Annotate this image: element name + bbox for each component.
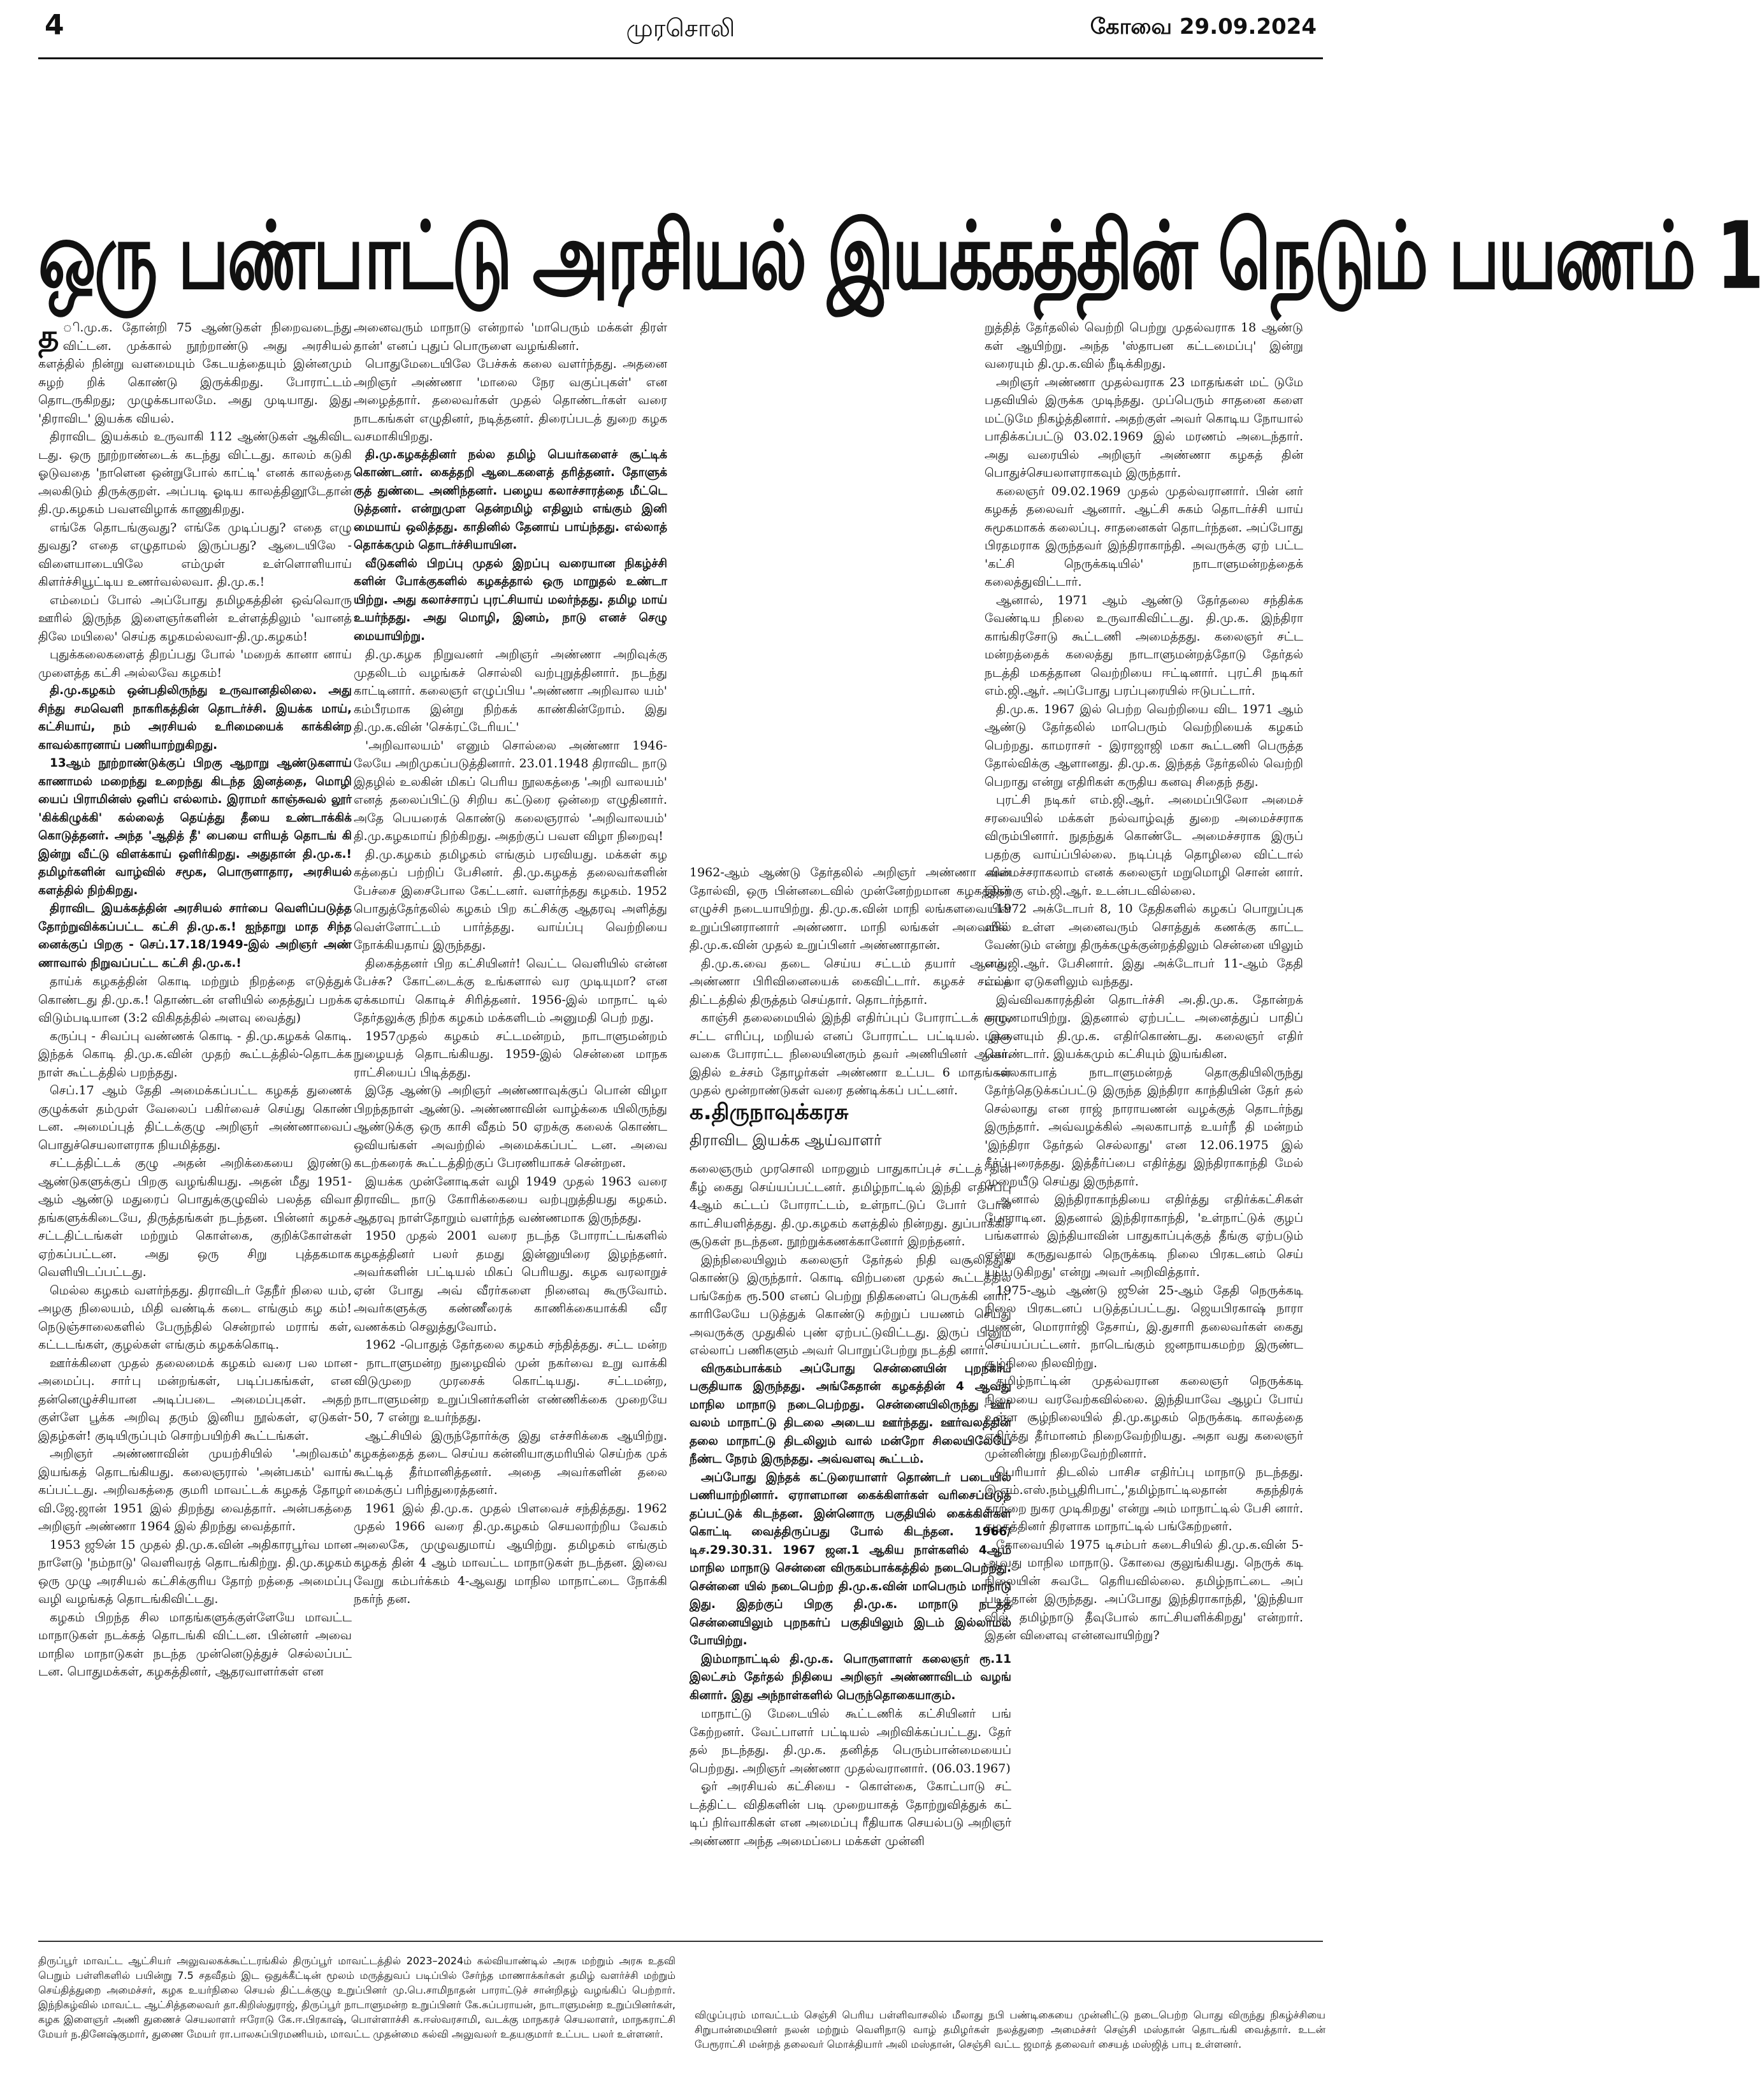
article-paragraph: 1975-ஆம் ஆண்டு ஜூன் 25-ஆம் தேதி நெருக்கடி நிலை பிரகடனப் படுத்தப்பட்டது. ஜெயபிரகாஷ் நாரா யணன், மொரார்ஜி தேசாய், இ.துசாரி தலைவர்கள் கைது செய்யப்பட்டனர். நாடெங்கும் ஜனநாயகமற்ற இருண்ட சூழ்நிலை நிலவிற்று. [985, 1283, 1303, 1370]
article-paragraph: இவ்விவகாரத்தின் தொடர்ச்சி அ.தி.மு.க. தோன்றக் காரணமாயிற்று. இதனால் ஏற்பட்ட அனைத்துப் பாதிப் புகளையும் தி.மு.க. எதிர்கொண்டது. கலைஞர் எதிர் கொண்டார். இயக்கமும் கட்சியும் இயங்கின. [985, 992, 1303, 1061]
article-paragraph: ஓர் அரசியல் கட்சியை - கொள்கை, கோட்பாடு சட் டத்திட்ட விதிகளின் படி முறையாகத் தோற்றுவித்துக் கட் டிப் நிர்வாகிகள் என அமைப்பு ரீதியாக செயல்படு அறிஞர் அண்ணா அந்த அமைப்பை மக்கள் முன்னி [690, 1779, 1011, 1848]
article-paragraph: கலைஞர் 09.02.1969 முதல் முதல்வரானார். பின் னர் கழகத் தலைவர் ஆனார். ஆட்சி சுகம் தொடர்ச்சி யாய் சுமூகமாகக் கலைப்பு. சாதனைகள் தொடர்ந்தன. அப்போது பிரதமராக இருந்தவர் இந்திராகாந்தி. அவருக்கு ஏற் பட்ட 'கட்சி நெருக்கடியில்' நாடாளுமன்றத்தைக் கலைத்துவிட்டார். [985, 484, 1303, 589]
article-paragraph: அலகாபாத் நாடாளுமன்றத் தொகுதியிலிருந்து தேர்ந்தெடுக்கப்பட்டு இருந்த இந்திரா காந்தியின் தேர் தல் செல்லாது என ராஜ் நாராயணன் வழக்குத் தொடர்ந்து இருந்தார். அவ்வழக்கில் அலகாபாத் உயர்நீ தி மன்றம் 'இந்திரா தேர்தல் செல்லாது' என 12.06.1975 இல் தீர்ப்புரைத்தது. இத்தீர்ப்பை எதிர்த்து இந்திராகாந்தி மேல் முறையீடு செய்து இருந்தார். [985, 1065, 1303, 1189]
page-number: 4 [45, 9, 64, 41]
article-paragraph: அறிஞர் அண்ணாவின் முயற்சியில் 'அறிவகம்' இயங்கத் தொடங்கியது. கலைஞரால் 'அன்பகம்' வாங் கப்பட்டது. அறிவகத்தை குமரி மாவட்டக் கழகத் தோழர் வி.ஜே.ஜான் 1951 இல் திறந்து வைத்தார். அன்பகத்தை அறிஞர் அண்ணா 1964 இல் திறந்து வைத்தார். [38, 1447, 352, 1533]
masthead: முரசொலி [626, 14, 735, 42]
article-paragraph: இந்நிலையிலும் கலைஞர் தேர்தல் நிதி வசூலித்துக் கொண்டு இருந்தார். கொடி விற்பனை முதல் கூட்டத்தில் பங்கேற்க ரூ.500 எனப் பெற்று நிதிகளைப் பெருக்கி னார். காரிலேயே படுத்துக் கொண்டு சுற்றுப் பயணம் செய்து அவருக்கு முதுகில் புண் ஏற்பட்டுவிட்டது. இருப் பினும் எல்லாப் பணிகளும் அவர் பொறுப்பேற்று நடத்தி னார். [690, 1252, 1011, 1358]
article-paragraph: தாய்க் கழகத்தின் கொடி மற்றும் நிறத்தை எடுத்துக் கொண்டது தி.மு.க.! தொண்டன் எளியில் தைத்துப் பறக்க விடும்படியான (3:2 விகிதத்தில் அளவு வைத்து) [38, 974, 352, 1025]
article-paragraph: ஊர்க்கிளை முதல் தலைமைக் கழகம் வரை பல மான அமைப்பு. சாா்பு மன்றங்கள், படிப்பகங்கள், என தன்னெழுச்சியான அடிப்படை அமைப்புகள். அதற் குள்ளே பூக்க அறிவு தரும் இனிய நூல்கள், ஏடுகள்- இதழ்கள்! குடியிருப்பும் சொற்பயிற்சி கூட்டங்கள். [38, 1356, 352, 1443]
article-paragraph: கோவையில் 1975 டிசம்பர் கடைசியில் தி.மு.க.வின் 5-ஆவது மாநில மாநாடு. கோவை குலுங்கியது. நெருக் கடி நிலையின் சுவடே தெரியவில்லை. தமிழ்நாட்டை அப் படித்தான் இருந்தது. அப்போது இந்திராகாந்தி, 'இந்தியா வில் தமிழ்நாடு தீவுபோல் காட்சியளிக்கிறது' என்றார். இதன் விளைவு என்னவாயிற்று? [985, 1537, 1303, 1642]
article-paragraph: பெரியார் திடலில் பாசிச எதிர்ப்பு மாநாடு நடந்தது. இ.எம்.எஸ்.நம்பூதிரிபாட்,'தமிழ்நாட்டிலதான் சுதந்திரக் காற்றை நுகர முடிகிறது' என்று அம் மாநாட்டில் பேசி னார். கழகத்தினர் திரளாக மாநாட்டில் பங்கேற்றனர். [985, 1465, 1303, 1533]
article-paragraph: இயக்க முன்னோடிகள் வழி 1949 முதல் 1963 வரை திராவிட நாடு கோரிக்கையை வற்புறுத்தியது கழகம். ஆதரவு நாள்தோறும் வளர்ந்த வண்ணமாக இருந்தது. [354, 1174, 667, 1225]
article-paragraph: ஆனால் இந்திராகாந்தியை எதிர்த்து எதிர்க்கட்சிகள் போராடின. இதனால் இந்திராகாந்தி, 'உள்நாட்டுக் குழப் பங்களால் இந்தியாவின் பாதுகாப்புக்குத் தீங்கு ஏற்படும் என்று கருதுவதால் நெருக்கடி நிலை பிரகடனம் செய் யப்படுகிறது' என்று அவர் அறிவித்தார். [985, 1192, 1303, 1279]
photo-caption-right: விழுப்புரம் மாவட்டம் செஞ்சி பெரிய பள்ளிவாசலில் மீலாது நபி பண்டிகையை முன்னிட்டு நடைபெற்ற பொது விருந்து நிகழ்ச்சியை சிறுபான்மையினர் நலன் மற்றும் வெளிநாடு வாழ் தமிழர்கள் நலத்துறை அமைச்சர் செஞ்சி மஸ்தான் தொடங்கி வைத்தார். உடன் பேரூராட்சி மன்றத் தலைவர் மொக்தியார் அலி மஸ்தான், செஞ்சி வட்ட ஜமாத் தலைவர் சையத் மஸ்ஜித் பாபு உள்ளனர். [695, 2009, 1325, 2050]
article-paragraph: தி.மு.கழக நிறுவனர் அறிஞர் அண்ணா அறிவுக்கு முதலிடம் வழங்கச் சொல்லி வற்புறுத்தினார். நடந்து காட்டினார். கலைஞர் எழுப்பிய 'அண்ணா அறிவால யம்' கம்பீரமாக இன்று நிற்கக் காண்கின்றோம். இது தி.மு.க.வின் 'செக்ரட்டேரியட்' [354, 648, 667, 734]
article-paragraph: 1962-ஆம் ஆண்டு தேர்தலில் அறிஞர் அண்ணா வின் தோல்வி, ஒரு பின்னடைவில் முன்னேற்றமான கழகத்தின் எழுச்சி நடையாயிற்று. தி.மு.க.வின் மாநி லங்களவையின் உறுப்பினரானார் அண்ணா. மாநி லங்கள் அவையில் தி.மு.க.வின் முதல் உறுப்பினர் அண்ணாதான். [690, 865, 1011, 952]
article-paragraph: 1972 அக்டோபர் 8, 10 தேதிகளில் கழகப் பொறுப்புக ளில் உள்ள அனைவரும் சொத்துக் கணக்கு காட்ட வேண்டும் என்று திருக்கழுக்குன்றத்திலும் சென்னை யிலும் எம்.ஜி.ஆர். பேசினார். இது அக்டோபர் 11-ஆம் தேதி எல்லா ஏடுகளிலும் வந்தது. [985, 902, 1303, 988]
article-paragraph: 13ஆம் நூற்றாண்டுக்குப் பிறகு ஆறாறு ஆண்டுகளாய் காணாமல் மறைந்து உறைந்து கிடந்த இனத்தை, மொழி யைப் பிராமின்ஸ் ஒளிப் எல்லாம். இராமர் காஞ்சுவல் லூர் 'கிக்கிழுக்கி' கல்லைத் தெய்த்து தீயை உண்டாக்கிக் கொடுத்தனர். அந்த 'ஆதித் தீ' பையை எரியத் தொடங் கி இன்று வீட்டு விளக்காய் ஒளிர்கிறது. அதுதான் தி.மு.க.! தமிழர்களின் வாழ்வில் சமூக, பொருளாதார, அரசியல் களத்தில் நிற்கிறது. [38, 757, 352, 897]
article-paragraph: 1953 ஜூன் 15 முதல் தி.மு.க.வின் அதிகாரபூர்வ மான நாளேடு 'நம்நாடு' வெளிவரத் தொடங்கிற்று. தி.மு.கழகம் ஒரு முழு அரசியல் கட்சிக்குரிய தோற் றத்தை அமைப்பு வழி வழங்கத் தொடங்கிவிட்டது. [38, 1537, 352, 1606]
article-paragraph: ஆட்சியில் இருந்தோர்க்கு இது எச்சரிக்கை ஆயிற்று. கழகத்தைத் தடை செய்ய கன்னியாகுமரியில் செய்ற்க முக் கூட்டித் தீர்மானித்தனர். அதை அவர்களின் தலை மைக்குப் பரிந்துரைத்தனர். [354, 1428, 667, 1497]
article-paragraph: வீடுகளில் பிறப்பு முதல் இறப்பு வரையான நிகழ்ச்சி களின் போக்குகளில் கழகத்தால் ஒரு மாறுதல் உண்டா யிற்று. அது கலாச்சாரப் புரட்சியாய் மலர்ந்தது. தமிழ மாய் உயர்ந்தது. அது மொழி, இனம், நாடு எனச் செழு மையாயிற்று. [354, 556, 667, 643]
header-rule [38, 57, 1323, 59]
dateline: கோவை 29.09.2024 [1090, 14, 1317, 40]
article-paragraph: அப்போது இந்தக் கட்டுரையாளர் தொண்டர் படையில் பணியாற்றினார். ஏராளமான கைக்கிளர்கள் வரிசைப்படுத் தப்பட்டுக் கிடந்தன. இன்னொரு பகுதியில் கைக்கிள்கள் கொட்டி வைத்திருப்பது போல் கிடந்தன. 1966/டிச.29.30.31. 1967 ஜன.1 ஆகிய நாள்களில் 4ஆம் மாநில மாநாடு சென்னை விருகம்பாக்கத்தில் நடைபெற்றது. சென்னை யில் நடைபெற்ற தி.மு.க.வின் மாபெரும் மாநாடு இது. இதற்குப் பிறகு தி.மு.க. மாநாடு நடத்த சென்னையிலும் புறநகர்ப் பகுதியிலும் இடம் இல்லாமல் போயிற்று. [690, 1470, 1011, 1647]
article-paragraph: புதுக்கலைகளைத் திறப்பது போல் 'மறைக் கானா னாய் முளைத்த கட்சி அல்லவே கழகம்! [38, 648, 352, 680]
article-paragraph: எம்மைப் போல் அப்போது தமிழகத்தின் ஒவ்வொரு ஊரில் இருந்த இளைஞர்களின் உள்ளத்திலும் 'வானத் திலே மயிலை' செய்த கழகமல்லவா-தி.மு.கழகம்! [38, 593, 352, 644]
article-paragraph: இதே ஆண்டு அறிஞர் அண்ணாவுக்குப் பொன் விழா பிறந்தநாள் ஆண்டு. அண்ணாவின் வாழ்க்கை யிலிருந்து ஆண்டுக்கு ஒரு காசி வீதம் 50 ஏறக்கு கலைக் கொண்ட ஒவியங்கள் அவற்றில் அமைக்கப்பட் டன. அவை கடற்கரைக் கூட்டத்திற்குப் பேரணியாகச் சென்றன. [354, 1083, 667, 1170]
article-paragraph: 1961 இல் தி.மு.க. முதல் பிளவைச் சந்தித்தது. 1962 முதல் 1966 வரை தி.மு.கழகம் செயலாற்றிய வேகம் அலைகே, முழுவதுமாய் ஆயிற்று. தமிழகம் எங்கும் கழகத் தின் 4 ஆம் மாவட்ட மாநாடுகள் நடந்தன. இவை வேறு கம்பர்க்கம் 4-ஆவது மாநில மாநாட்டை நோக்கி நகர்ந் தன. [354, 1501, 667, 1606]
article-paragraph: தி.மு.கழகம் ஒன்பதிலிருந்து உருவானதிலிலை. அது சிந்து சமவெளி நாகரிகத்தின் தொடர்ச்சி. இயக்க மாய், கட்சியாய், நம் அரசியல் உரிமையைக் காக்கின்ற காவல்காரனாய் பணியாற்றுகிறது. [38, 684, 352, 752]
footer-rule [38, 1941, 1323, 1942]
article-paragraph: கழகம் பிறந்த சில மாதங்களுக்குள்ளேயே மாவட்ட மாநாடுகள் நடக்கத் தொடங்கி விட்டன. பின்னர் அவை மாநில மாநாடுகள் நடந்த முன்னெடுத்துச் செல்லப்பட் டன. பொதுமக்கள், கழகத்தினர், ஆதரவாளர்கள் என [38, 1610, 352, 1679]
headline [38, 203, 1762, 310]
article-paragraph: தி.மு.கழகம் தமிழகம் எங்கும் பரவியது. மக்கள் கழ கத்தைப் பற்றிப் பேசினர். தி.மு.கழகத் தலைவர்களின் பேச்சை இசைபோல கேட்டனர். வளர்ந்தது கழகம். 1952 பொதுத்தேர்தலில் கழகம் பிற கட்சிக்கு ஆதரவு அளித்து வெள்ளோட்டம் பார்த்தது. வாய்ப்பு வெற்றியை நோக்கியதாய் இருந்தது. [354, 847, 667, 952]
article-paragraph: மெல்ல கழகம் வளர்ந்தது. திராவிடர் தேநீர் நிலை யம், அழகு நிலையம், மிதி வண்டிக் கடை எங்கும் கழ கம்! நெடுஞ்சாலைகளில் பேருந்தில் சென்றால் மராங் கள், கட்டடங்கள், குழல்கள் எங்கும் கழகக்கொடி. [38, 1283, 352, 1352]
article-paragraph: விருகம்பாக்கம் அப்போது சென்னையின் புறநகர்ப் பகுதியாக இருந்தது. அங்கேதான் கழகத்தின் 4 ஆவது மாநில மாநாடு நடைபெற்றது. சென்னையிலிருந்து ஊர் வலம் மாநாட்டு திடலை அடைய ஊர்ந்தது. ஊர்வலத்தின் தலை மாநாட்டு திடலிலும் வால் மன்றோ சிலையிலேயே நீண்ட நேரம் இருந்தது. அவ்வளவு கூட்டம். [690, 1361, 1011, 1466]
article-paragraph: மாநாட்டு மேடையில் கூட்டணிக் கட்சியினர் பங் கேற்றனர். வேட்பாளர் பட்டியல் அறிவிக்கப்பட்டது. தேர் தல் நடந்தது. தி.மு.க. தனித்த பெரும்பான்மையைப் பெற்றது. அறிஞர் அண்ணா முதல்வரானார். (06.03.1967) [690, 1707, 1011, 1776]
article-paragraph: 1957முதல் கழகம் சட்டமன்றம், நாடாளுமன்றம் நுழையத் தொடங்கியது. 1959-இல் சென்னை மாநக ராட்சியைப் பிடித்தது. [354, 1029, 667, 1080]
article-paragraph: 1962 -பொதுத் தேர்தலை கழகம் சந்தித்தது. சட்ட மன்ற - நாடாளுமன்ற நுழைவில் முன் நகர்வை உறு வாக்கி விடுமுறை முரசைக் கொட்டியது. சட்டமன்ற, நாடாளுமன்ற உறுப்பினர்களின் எண்ணிக்கை முறையே 50, 7 என்று உயர்ந்தது. [354, 1338, 667, 1424]
article-paragraph: ஆனால், 1971 ஆம் ஆண்டு தேர்தலை சந்திக்க வேண்டிய நிலை உருவாகிவிட்டது. தி.மு.க. இந்திரா காங்கிரசோடு கூட்டணி அமைத்தது. கலைஞர் சட்ட மன்றத்தைக் கலைத்து நாடாளுமன்றத்தோடு தேர்தல் நடத்தி மகத்தான வெற்றியை ஈட்டினார். புரட்சி நடிகர் எம்.ஜி.ஆர். அப்போது பரப்புரையில் ஈடுபட்டார். [985, 593, 1303, 698]
article-paragraph: திராவிட இயக்கத்தின் அரசியல் சார்பை வெளிப்படுத்த தோற்றுவிக்கப்பட்ட கட்சி தி.மு.க.! ஐந்தாறு மாத சிந்த னைக்குப் பிறகு - செப்.17.18/1949-இல் அறிஞர் அண் ணாவால் நிறுவப்பட்ட கட்சி தி.மு.க.! [38, 902, 352, 970]
author-name: க.திருநாவுக்கரசு [690, 1099, 849, 1125]
article-paragraph: 1950 முதல் 2001 வரை நடந்த போராட்டங்களில் கழகத்தினர் பலர் தமது இன்னுயிரை இழந்தனர். அவர்களின் பட்டியல் மிகப் பெரியது. கழக வரலாறுச் ஏன் போது அவ் வீரர்களை நினைவு கூருவோம். அவர்களுக்கு கண்ணீரைக் காணிக்கையாக்கி வீர வணக்கம் செலுத்துவோம். [354, 1229, 667, 1334]
article-paragraph: கருப்பு - சிவப்பு வண்ணக் கொடி - தி.மு.கழகக் கொடி. இந்தக் கொடி தி.மு.க.வின் முதற் கூட்டத்தில்-தொடக்க நாள் கூட்டத்தில் பறந்தது. [38, 1029, 352, 1080]
article-paragraph: தி.மு.கழகத்தினர் நல்ல தமிழ் பெயர்களைச் சூட்டிக் கொண்டனர். கைத்தறி ஆடைகளைத் தரித்தனர். தோளுக் குத் துண்டை அணிந்தனர். பழைய கலாச்சாரத்தை மீட்டெ டுத்தனர். என்றுமுள தென்றமிழ் எதிலும் எங்கும் இனி மையாய் ஒலித்தது. காதினில் தேனாய் பாய்ந்தது. எல்லாத் தொக்கமும் தொடர்ச்சியாயின. [354, 447, 667, 552]
article-paragraph: 'அறிவாலயம்' எனும் சொல்லை அண்ணா 1946-லேயே அறிமுகப்படுத்தினார். 23.01.1948 திராவிட நாடு இதழில் உலகின் மிகப் பெரிய நூலகத்தை 'அறி வாலயம்' எனத் தலைப்பிட்டு சிறிய கட்டுரை ஒன்றை எழுதினார். அதே பெயரைக் கொண்டு கலைஞரால் 'அறிவாலயம்' தி.மு.கழகமாய் நிற்கிறது. அதற்குப் பவள விழா நிறைவு! [354, 738, 667, 843]
drop-cap: த [38, 318, 59, 355]
article-column-3-top [690, 864, 1011, 1100]
article-paragraph: றுத்தித் தேர்தலில் வெற்றி பெற்று முதல்வராக 18 ஆண்டு கள் ஆயிற்று. அந்த 'ஸ்தாபன கட்டமைப்பு' இன்று வரையும் தி.மு.க.வில் நீடிக்கிறது. [985, 321, 1303, 371]
article-paragraph: சட்டத்திட்டக் குழு அதன் அறிக்கையை இரண்டு ஆண்டுகளுக்குப் பிறகு வழங்கியது. அதன் மீது 1951-ஆம் ஆண்டு மதுரைப் பொதுக்குழுவில் பலத்த விவா தங்களுக்கிடையே, திருத்தங்கள் நடந்தன. பின்னர் கழகச் சட்டதிட்டங்கள் மற்றும் கொள்கை, குறிக்கோள்கள் ஏற்கப்பட்டன. அது ஒரு சிறு புத்தகமாக வெளியிடப்பட்டது. [38, 1156, 352, 1279]
article-paragraph: இம்மாநாட்டில் தி.மு.க. பொருளாளர் கலைஞர் ரூ.11 இலட்சம் தேர்தல் நிதியை அறிஞர் அண்ணாவிடம் வழங் கினார். இது அந்நாள்களில் பெருந்தொகையாகும். [690, 1652, 1011, 1702]
article-column-2 [354, 319, 667, 1925]
article-paragraph: பொதுமேடையிலே பேச்சுக் கலை வளர்ந்தது. அதனை அறிஞர் அண்ணா 'மாலை நேர வகுப்புகள்' என அழைத்தார். தலைவர்கள் முதல் தொண்டர்கள் வரை நாடகங்கள் எழுதினர், நடித்தனர். திரைப்படத் துறை கழக வசமாகியிறது. [354, 357, 667, 444]
article-paragraph: புரட்சி நடிகர் எம்.ஜி.ஆர். அமைப்பிலோ அமைச் சரவையில் மக்கள் நல்வாழ்வுத் துறை அமைச்சராக விரும்பினார். நுதந்துக் கொண்டே அமைச்சராக இருப் பதற்கு வாய்ப்பில்லை. நடிப்புத் தொழிலை விட்டால் அமைச்சராகலாம் எனக் கலைஞர் மறுமொழி சொன் னார். இதற்கு எம்.ஜி.ஆர். உடன்படவில்லை. [985, 793, 1303, 898]
photo-caption-left: திருப்பூர் மாவட்ட ஆட்சியர் அலுவலகக்கூட்டரங்கில் திருப்பூர் மாவட்டத்தில் 2023–2024ம் கல்வியாண்டில் அரசு மற்றும் அரசு உதவி பெறும் பள்ளிகளில் பயின்று 7.5 சதவீதம் இட ஒதுக்கீட்டின் மூலம் மருத்துவப் படிப்பில் சேர்ந்த மாணாக்கர்கள் தமிழ் வளர்ச்சி மற்றும் செய்தித்துறை அமைச்சர், கழக உயர்நிலை செயல் திட்டக்குழு உறுப்பினர் மு.பெ.சாமிநாதன் பாராட்டுச் சான்றிதழ் வழங்கிப் பெற்றார். இந்நிகழ்வில் மாவட்ட ஆட்சித்தலைவர் தா.கிறிஸ்துராஜ், திருப்பூர் நாடாளுமன்ற உறுப்பினர் கே.சுப்பராயன், நாடாளுமன்ற உறுப்பினர்கள், கழக இளைஞர் அணி துணைச் செயலாளர் ஈரோடு கே.ஈ.பிரகாஷ், பொள்ளாச்சி க.ஈஸ்வரசாமி, வடக்கு மாநகரச் செயலாளர், மாநகராட்சி மேயர் ந.தினேஷ்குமார், துணை மேயர் ரா.பாலசுப்பிரமணியம், மாவட்ட முதன்மை கல்வி அலுவலர் உதயகுமார் உட்பட பலர் உள்ளனர். [38, 1955, 676, 2040]
article-paragraph: அறிஞர் அண்ணா முதல்வராக 23 மாதங்கள் மட் டுமே பதவியில் இருக்க முடிந்தது. முப்பெரும் சாதனை களை மட்டுமே நிகழ்த்தினார். அதற்குள் அவர் கொடிய நோயால் பாதிக்கப்பட்டு 03.02.1969 இல் மரணம் அடைந்தார். அது வரையில் அறிஞர் அண்ணா கழகத் தின் பொதுச்செயலாளராகவும் இருந்தார். [985, 375, 1303, 480]
article-paragraph: அனைவரும் மாநாடு என்றால் 'மாபெரும் மக்கள் திரள் தான்' எனப் புதுப் பொருளை வழங்கினர். [354, 321, 667, 353]
article-paragraph: திகைத்தனர் பிற கட்சியினர்! வெட்ட வெளியில் என்ன பேச்சு? கோட்டைக்கு உங்களால் வர முடியுமா? என ஏக்கமாய் கொடிச் சிரித்தனர். 1956-இல் மாநாட் டில் தேர்தலுக்கு நிற்க கழகம் மக்களிடம் அனுமதி பெற் றது. [354, 956, 667, 1025]
article-paragraph: த ி.மு.க. தோன்றி 75 ஆண்டுகள் நிறைவடைந்து விட்டன. முக்கால் நூற்றாண்டு அது அரசியல் களத்தில் நின்று வளமையும் கேடயத்தையும் இன்னமும் சுழற் றிக் கொண்டு இருக்கிறது. போராட்டம் தொடருகிறது; முழுக்கபாலமே. அது முடியாது. இது 'திராவிட' இயக்க வியல். [38, 318, 352, 426]
article-paragraph: காஞ்சி தலைமையில் இந்தி எதிர்ப்புப் போராட்டக் குழு, சட்ட எரிப்பு, மறியல் எனப் போராட்ட பட்டியல். இரு வகை போராட்ட நிலையினரும் தவர் அணியினர் ஆவர். இதில் உச்சம் தோழர்கள் அண்ணா உட்பட 6 மாதங்கள் முதல் மூன்றாண்டுகள் வரை தண்டிக்கப் பட்டனர். [690, 1011, 1011, 1097]
byline [690, 1099, 983, 1151]
article-paragraph: செப்.17 ஆம் தேதி அமைக்கப்பட்ட கழகத் துணைக் குழுக்கள் தம்முள் வேலைப் பகிர்வைச் செய்து கொண் டன. அமைப்புத் திட்டக்குழு அறிஞர் அண்ணாவைப் பொதுச்செயலாளராக நியமித்தது. [38, 1083, 352, 1152]
author-designation: திராவிட இயக்க ஆய்வாளர் [690, 1131, 882, 1149]
article-column-1 [38, 319, 352, 1925]
article-paragraph: கலைஞரும் முரசொலி மாறனும் பாதுகாப்புச் சட்டத் தின் கீழ் கைது செய்யப்பட்டனர். தமிழ்நாட்டில் இந்தி எதிர்ப்பு 4ஆம் கட்டப் போராட்டம், உள்நாட்டுப் போர் போல் காட்சியளித்தது. தி.மு.கழகம் களத்தில் நின்றது. துப்பாக்கிச் சூடுகள் நடந்தன. நூற்றுக்கணக்கானோர் இறந்தனர். [690, 1162, 1011, 1249]
article-paragraph: திராவிட இயக்கம் உருவாகி 112 ஆண்டுகள் ஆகிவிட டது. ஒரு நூற்றாண்டைக் கடந்து விட்டது. காலம் கடுகி ஓடுவதை 'நாளென ஒன்றுபோல் காட்டி' எனக் காலத்தை அலகிடும் திருக்குறள். அப்படி ஓடிய காலத்தினூடேதான் தி.மு.கழகம் பவளவிழாக் காணுகிறது. [38, 430, 352, 516]
article-column-4 [985, 319, 1303, 1925]
article-paragraph: தி.மு.க.வை தடை செய்ய சட்டம் தயார் ஆனது. அண்ணா பிரிவினையைக் கைவிட்டார். கழகச் சட்டத் திட்டத்தில் திருத்தம் செய்தார். தொடர்ந்தார். [690, 956, 1011, 1007]
article-paragraph: தி.மு.க. 1967 இல் பெற்ற வெற்றியை விட 1971 ஆம் ஆண்டு தேர்தலில் மாபெரும் வெற்றியைக் கழகம் பெற்றது. காமராசர் - இராஜாஜி மகா கூட்டணி பெருத்த தோல்விக்கு ஆளானது. தி.மு.க. இந்தத் தேர்தலில் வெற்றி பெறாது என்று எதிரிகள் கருதிய கனவு சிதைந் தது. [985, 702, 1303, 789]
article-paragraph: தமிழ்நாட்டின் முதல்வரான கலைஞர் நெருக்கடி நிலையை வரவேற்கவில்லை. இந்தியாவே ஆழப் போய் உள்ள சூழ்நிலையில் தி.மு.கழகம் நெருக்கடி காலத்தை எதிர்த்து தீர்மானம் நிறைவேற்றியது. அதா வது கலைஞர் முன்னின்று நிறைவேற்றினார். [985, 1374, 1303, 1461]
article-column-3-bottom [690, 1160, 1011, 1925]
article-paragraph: எங்கே தொடங்குவது? எங்கே முடிப்பது? எதை எழு துவது? எதை எழுதாமல் இருப்பது? ஆடையிலே - விளையாடையிலே எம்முள் உள்ளொளியாய் கிளர்ச்சியூட்டிய உணர்வல்லவா. தி.மு.க.! [38, 520, 352, 589]
headline-text: ஒரு பண்பாட்டு அரசியல் இயக்கத்தின் நெடும் பயணம் 1 [38, 203, 1762, 310]
